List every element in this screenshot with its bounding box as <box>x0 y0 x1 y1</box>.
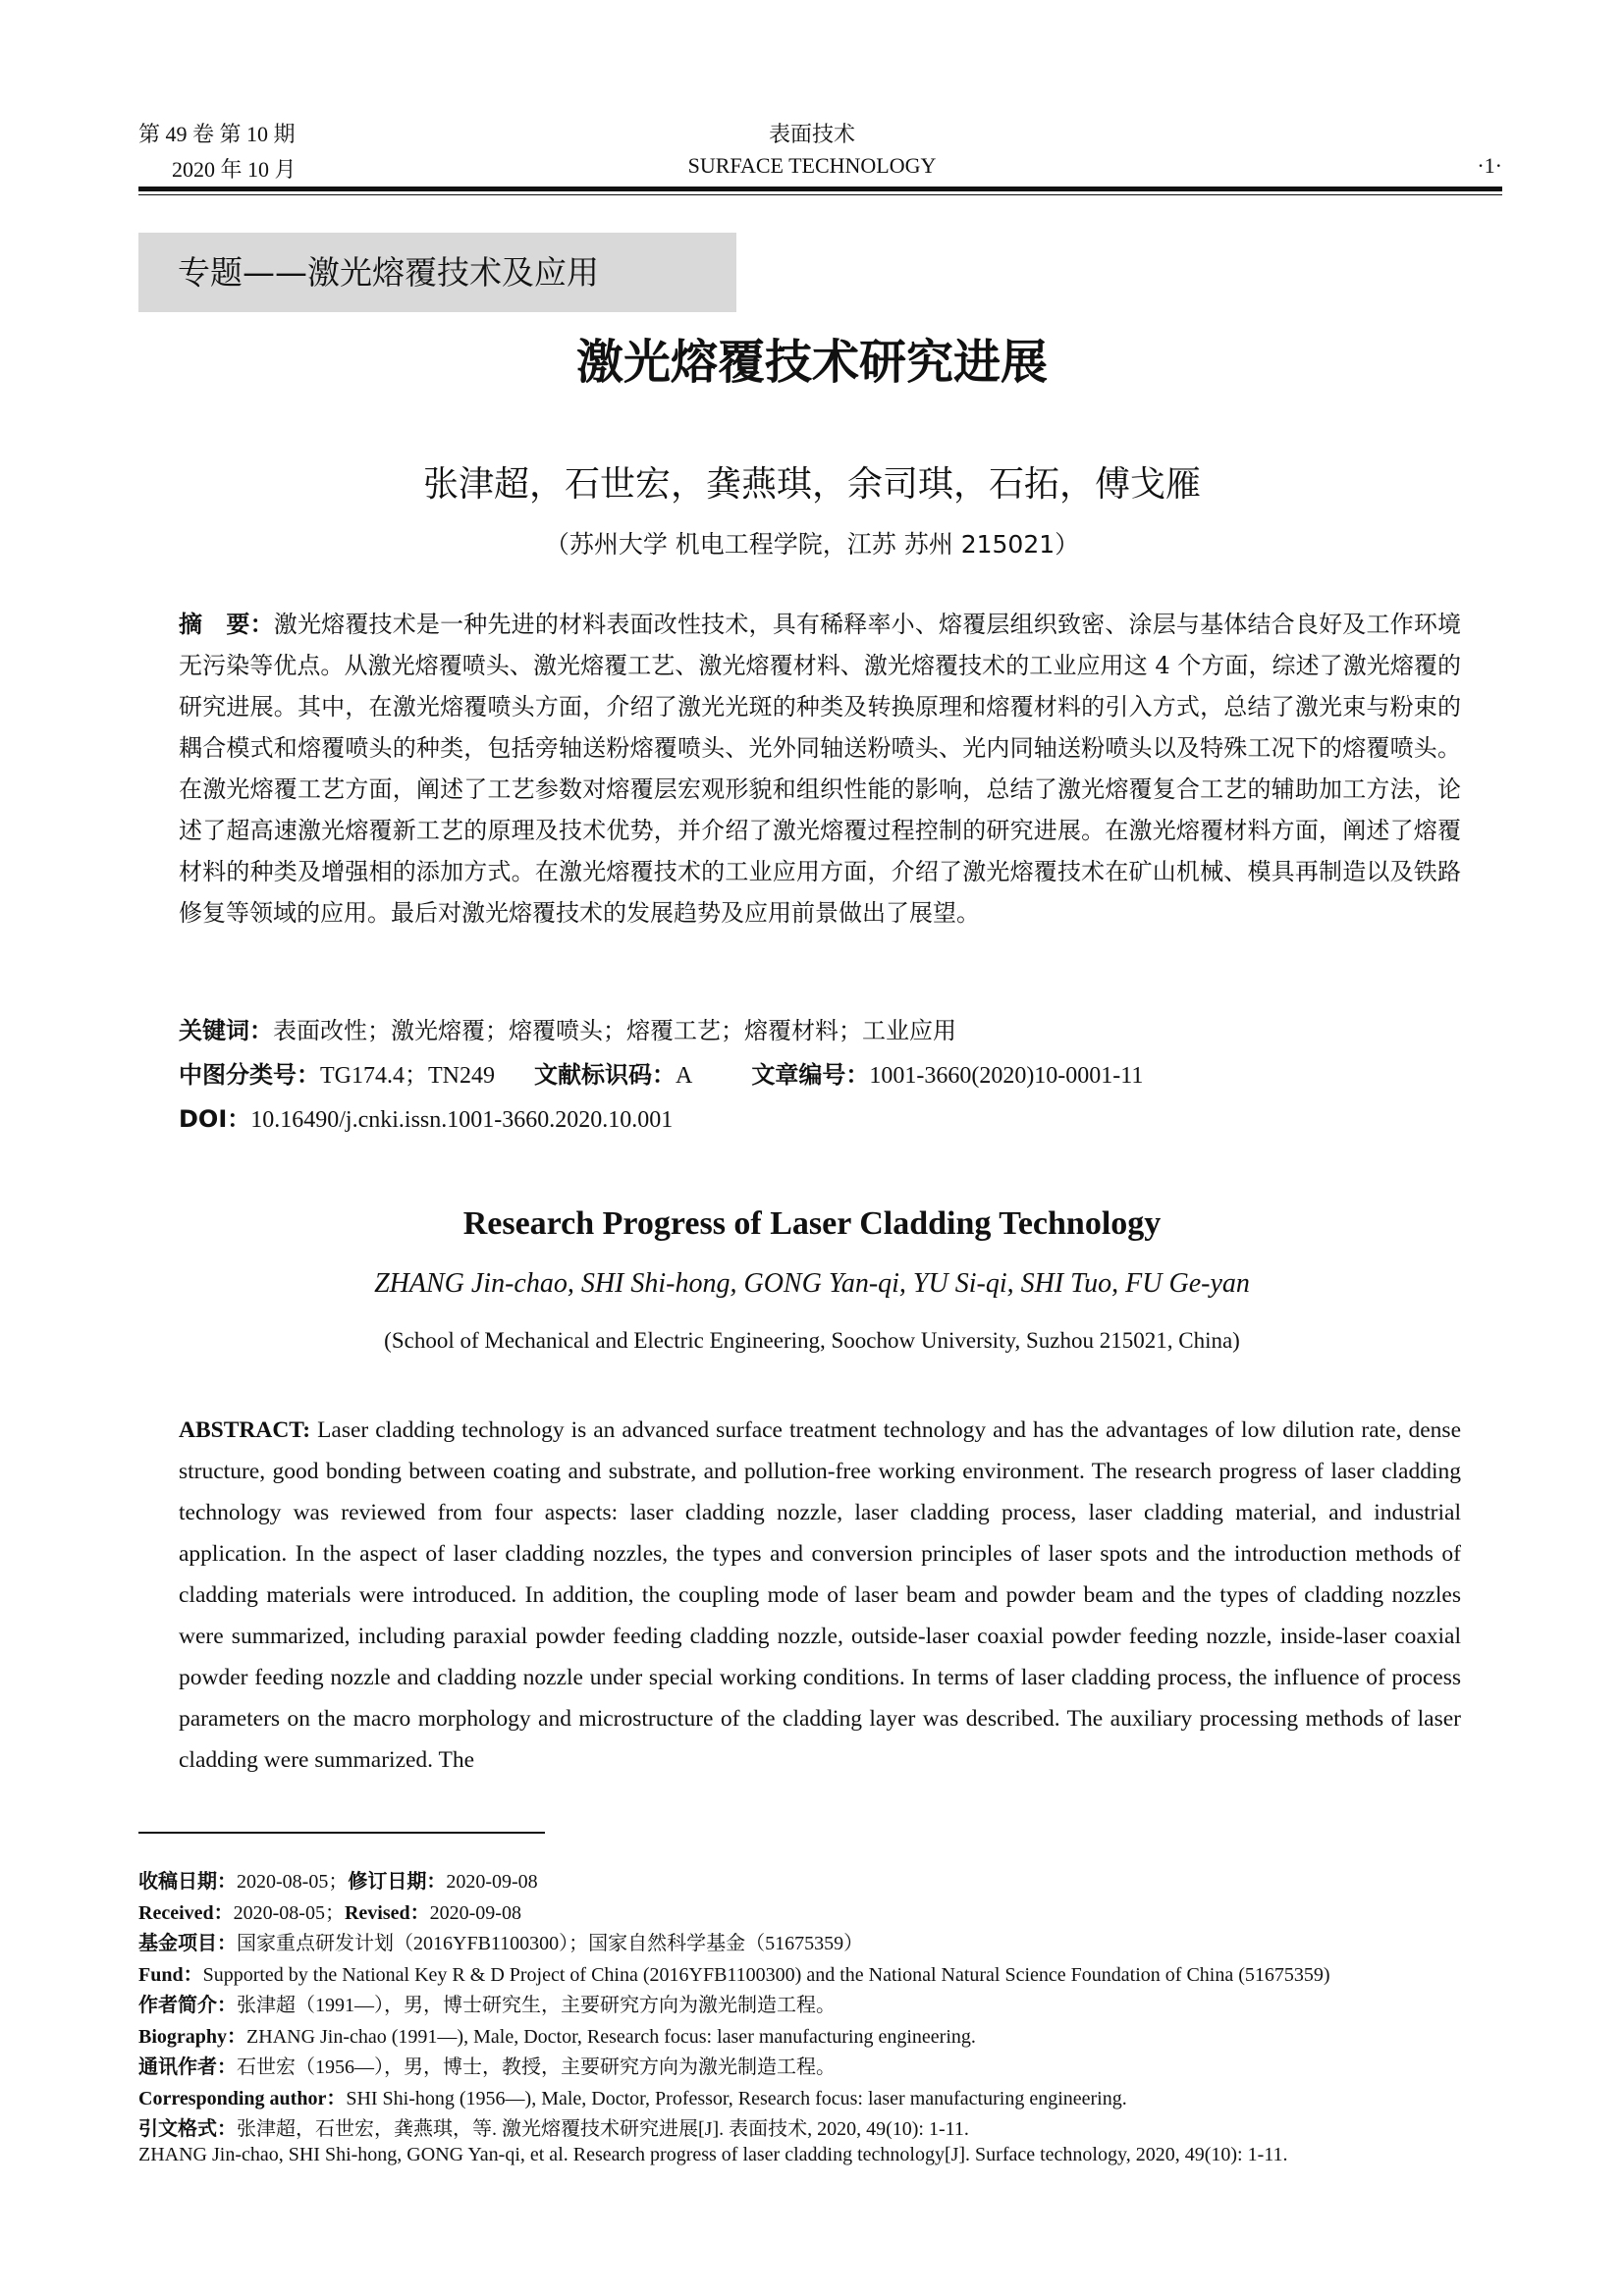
abstract-en <box>179 1410 1461 1781</box>
doc-code-label: 文献标识码： <box>533 1061 676 1089</box>
abstract-en-text: Laser cladding technology is an advanced surface treatment technology and has the advantages of low dilution rate, dense structure, good bonding between coating and substrate, and pollution-free working environment. The research progress of laser cladding technology was reviewed from four aspects: laser cladding nozzle, laser cladding process, laser cladding material, and industrial application. In the aspect of laser cladding nozzles, the types and conversion principles of laser spots and the introduction methods of cladding materials were introduced. In addition, the coupling mode of laser beam and powder beam and the types of cladding nozzles were summarized, including paraxial powder feeding cladding nozzle, outside-laser coaxial powder feeding nozzle, inside-laser coaxial powder feeding nozzle and cladding nozzle under special working conditions. In terms of laser cladding process, the influence of process parameters on the macro morphology and microstructure of the cladding layer was described. The auxiliary processing methods of laser cladding were summarized. The <box>179 1417 1461 1773</box>
footnote-line <box>138 2112 969 2141</box>
footnote-line <box>138 1896 521 1925</box>
footnote-rule <box>138 1832 545 1834</box>
footnote-line <box>138 1927 863 1955</box>
footnote-label: 基金项目： <box>138 1933 237 1954</box>
footnote-text: 张津超（1991—），男，博士研究生，主要研究方向为激光制造工程。 <box>237 1995 836 2016</box>
footnote-text: SHI Shi-hong (1956—), Male, Doctor, Professor, Research focus: laser manufacturing engineering. <box>346 2087 1127 2109</box>
footnote-label: 通讯作者： <box>138 2056 237 2078</box>
authors: 张津超，石世宏，龚燕琪，余司琪，石拓，傅戈雁 <box>422 464 1201 505</box>
abstract-cn-label: 摘 要： <box>179 611 274 638</box>
english-affiliation: (School of Mechanical and Electric Engineering, Soochow University, Suzhou 215021, China) <box>384 1328 1240 1353</box>
journal-name-en: SURFACE TECHNOLOGY <box>687 153 937 178</box>
doc-code-value: A <box>675 1063 693 1089</box>
doi-label: DOI： <box>179 1105 251 1133</box>
doi-value[interactable]: 10.16490/j.cnki.issn.1001-3660.2020.10.001 <box>250 1107 674 1133</box>
footnote-line <box>138 2144 1288 2166</box>
english-title: Research Progress of Laser Cladding Technology <box>462 1205 1162 1242</box>
footnote-line <box>138 2051 836 2079</box>
footnote-label: Fund： <box>138 1963 203 1986</box>
journal-name-cn: 表面技术 <box>768 122 855 146</box>
clc-value: TG174.4；TN249 <box>320 1063 495 1089</box>
footnote-text: 2020-08-05； <box>233 1901 345 1924</box>
footnote-line <box>138 2020 976 2049</box>
footnote-text: 2020-09-08 <box>429 1901 521 1924</box>
clc-label: 中图分类号： <box>179 1061 320 1089</box>
header-rule-thin <box>138 194 1502 195</box>
footnote-line <box>138 1865 538 1894</box>
footnote-line <box>138 1989 836 2017</box>
article-no-value: 1001-3660(2020)10-0001-11 <box>869 1063 1144 1089</box>
keywords <box>179 1011 956 1045</box>
footnote-label: 引文格式： <box>138 2118 237 2140</box>
header-rule-thick <box>138 187 1502 191</box>
footnote-text: 2020-08-05； <box>237 1871 349 1893</box>
abstract-en-label: ABSTRACT: <box>179 1417 311 1443</box>
article-no-label: 文章编号： <box>751 1061 870 1089</box>
topic-banner: 专题——激光熔覆技术及应用 <box>138 233 736 312</box>
footnote-label: Revised： <box>344 1901 430 1924</box>
footnote-text: 2020-09-08 <box>446 1871 538 1893</box>
volume-issue: 第 49 卷 第 10 期 <box>138 122 296 146</box>
english-authors: ZHANG Jin-chao, SHI Shi-hong, GONG Yan-qi, YU Si-qi, SHI Tuo, FU Ge-yan <box>374 1268 1250 1299</box>
footnote-label: 作者简介： <box>138 1995 237 2016</box>
footnote-text: ZHANG Jin-chao, SHI Shi-hong, GONG Yan-qi, et al. Research progress of laser cladding technology[J]. Surface technology, 2020, 49(10): 1-11. <box>138 2143 1288 2165</box>
affiliation: （苏州大学 机电工程学院，江苏 苏州 215021） <box>544 530 1080 559</box>
page-title: 激光熔覆技术研究进展 <box>575 335 1048 390</box>
abstract-cn <box>179 604 1461 934</box>
footnote-line <box>138 1958 1330 1987</box>
footnote-text: ZHANG Jin-chao (1991—), Male, Doctor, Research focus: laser manufacturing engineering. <box>246 2025 976 2048</box>
footnote-label: 收稿日期： <box>138 1871 237 1893</box>
doi <box>179 1099 673 1134</box>
footnote-text: 国家重点研发计划（2016YFB1100300）；国家自然科学基金（51675359） <box>237 1933 864 1954</box>
classification <box>179 1055 1143 1090</box>
keywords-label: 关键词： <box>179 1017 273 1044</box>
page-number: ·1· <box>1477 153 1502 178</box>
footnote-text: 石世宏（1956—），男，博士，教授，主要研究方向为激光制造工程。 <box>237 2056 836 2078</box>
abstract-cn-text: 激光熔覆技术是一种先进的材料表面改性技术，具有稀释率小、熔覆层组织致密、涂层与基体结合良好及工作环境无污染等优点。从激光熔覆喷头、激光熔覆工艺、激光熔覆材料、激光熔覆技术的工业应用这 4 个方面，综述了激光熔覆的研究进展。其中，在激光熔覆喷头方面，介绍了激光光斑的种类及转换原理和熔覆材料的引入方式，总结了激光束与粉束的耦合模式和熔覆喷头的种类，包括旁轴送粉熔覆喷头、光外同轴送粉喷头、光内同轴送粉喷头以及特殊工况下的熔覆喷头。在激光熔覆工艺方面，阐述了工艺参数对熔覆层宏观形貌和组织性能的影响，总结了激光熔覆复合工艺的辅助加工方法，论述了超高速激光熔覆新工艺的原理及技术优势，并介绍了激光熔覆过程控制的研究进展。在激光熔覆材料方面，阐述了熔覆材料的种类及增强相的添加方式。在激光熔覆技术的工业应用方面，介绍了激光熔覆技术在矿山机械、模具再制造以及铁路修复等领域的应用。最后对激光熔覆技术的发展趋势及应用前景做出了展望。 <box>179 611 1462 927</box>
footnote-line <box>138 2082 1127 2110</box>
issue-date: 2020 年 10 月 <box>172 157 297 182</box>
footnote-label: 修订日期： <box>348 1871 447 1893</box>
footnote-text: 张津超，石世宏，龚燕琪，等. 激光熔覆技术研究进展[J]. 表面技术, 2020, 49(10): 1-11. <box>237 2118 969 2140</box>
footnote-label: Biography： <box>138 2025 247 2048</box>
footnote-label: Received： <box>138 1901 234 1924</box>
keywords-text: 表面改性；激光熔覆；熔覆喷头；熔覆工艺；熔覆材料；工业应用 <box>273 1019 956 1044</box>
footnote-label: Corresponding author： <box>138 2087 347 2109</box>
footnote-text: Supported by the National Key R & D Project of China (2016YFB1100300) and the National Natural Science Foundation of China (51675359) <box>202 1963 1330 1986</box>
